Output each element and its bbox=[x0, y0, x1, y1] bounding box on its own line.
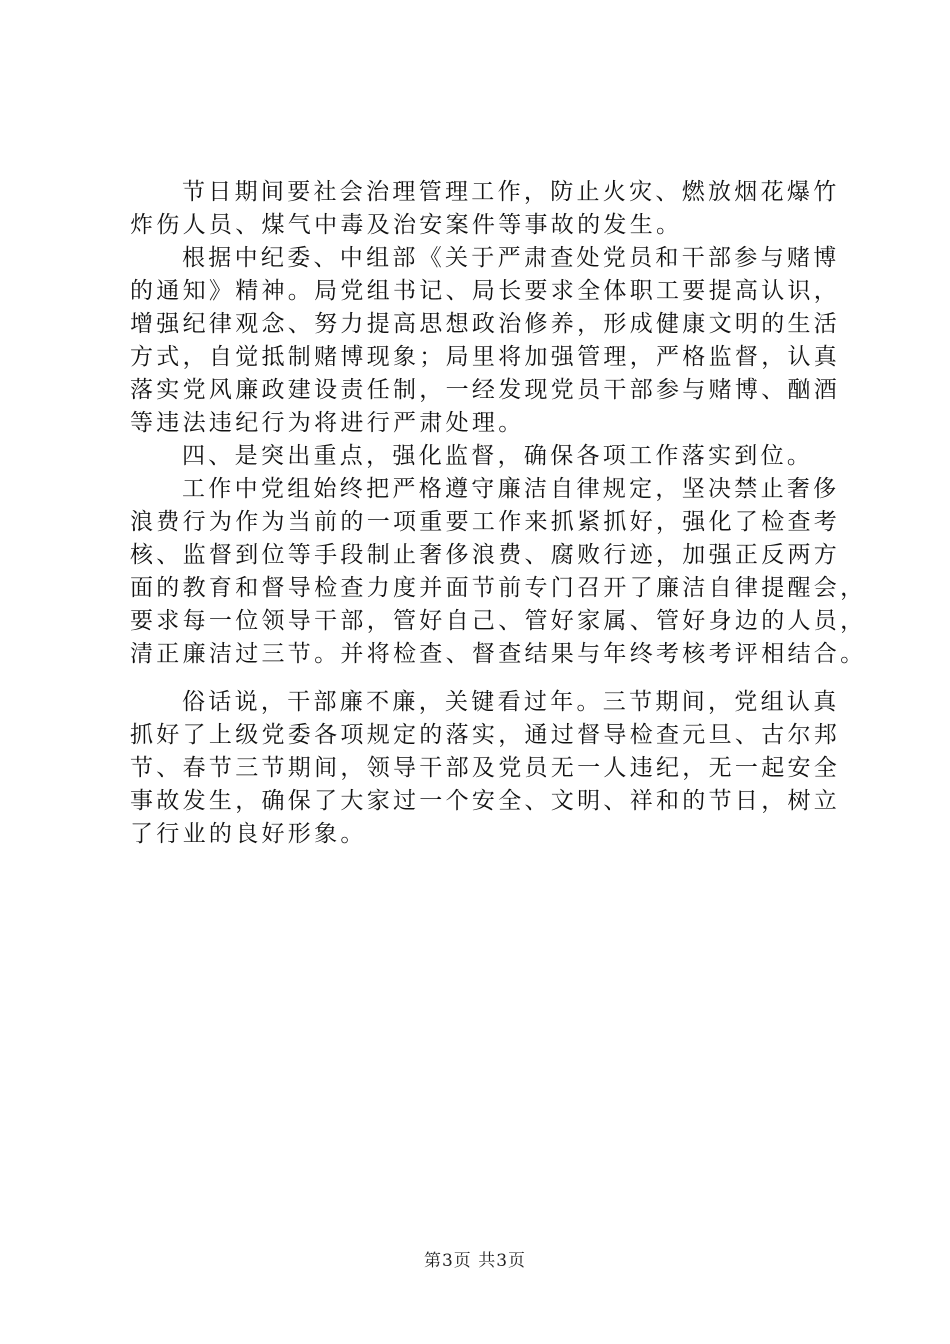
paragraph-section-four-heading bbox=[130, 440, 850, 473]
text-line: 炸伤人员、煤气中毒及治安案件等事故的发生。 bbox=[130, 212, 683, 238]
text-line: 面的教育和督导检查力度并面节前专门召开了廉洁自律提醒会， bbox=[130, 575, 867, 601]
text-line: 俗话说，干部廉不廉，关键看过年。三节期间，党组认真 bbox=[182, 689, 840, 715]
text-line: 的通知》精神。局党组书记、局长要求全体职工要提高认识， bbox=[130, 278, 841, 304]
text-line: 核、监督到位等手段制止奢侈浪费、腐败行迹，加强正反两方 bbox=[130, 542, 841, 568]
text-line: 事故发生，确保了大家过一个安全、文明、祥和的节日，树立 bbox=[130, 788, 841, 814]
text-line: 工作中党组始终把严格遵守廉洁自律规定，坚决禁止奢侈 bbox=[182, 476, 840, 502]
text-line: 根据中纪委、中组部《关于严肃查处党员和干部参与赌博 bbox=[182, 245, 840, 271]
text-line: 抓好了上级党委各项规定的落实，通过督导检查元旦、古尔邦 bbox=[130, 722, 841, 748]
paragraph-integrity-work bbox=[130, 473, 867, 671]
paragraph-holiday-safety bbox=[130, 176, 850, 242]
text-line: 节、春节三节期间，领导干部及党员无一人违纪，无一起安全 bbox=[130, 755, 841, 781]
text-line: 方式，自觉抵制赌博现象；局里将加强管理，严格监督，认真 bbox=[130, 344, 841, 370]
text-line: 增强纪律观念、努力提高思想政治修养，形成健康文明的生活 bbox=[130, 311, 841, 337]
text-line: 了行业的良好形象。 bbox=[130, 821, 367, 847]
text-line: 节日期间要社会治理管理工作，防止火灾、燃放烟花爆竹 bbox=[182, 179, 840, 205]
text-line: 要求每一位领导干部，管好自己、管好家属、管好身边的人员， bbox=[130, 608, 867, 634]
text-line: 清正廉洁过三节。并将检查、督查结果与年终考核考评相结合。 bbox=[130, 641, 867, 667]
text-line: 等违法违纪行为将进行严肃处理。 bbox=[130, 410, 525, 436]
text-line: 浪费行为作为当前的一项重要工作来抓紧抓好，强化了检查考 bbox=[130, 509, 841, 535]
text-line: 四、是突出重点，强化监督，确保各项工作落实到位。 bbox=[182, 443, 814, 469]
paragraph-conclusion bbox=[130, 686, 850, 851]
page-number-footer: 第3页 共3页 bbox=[423, 1251, 527, 1271]
paragraph-gambling-notice bbox=[130, 242, 850, 440]
text-line: 落实党风廉政建设责任制，一经发现党员干部参与赌博、酗酒 bbox=[130, 377, 841, 403]
